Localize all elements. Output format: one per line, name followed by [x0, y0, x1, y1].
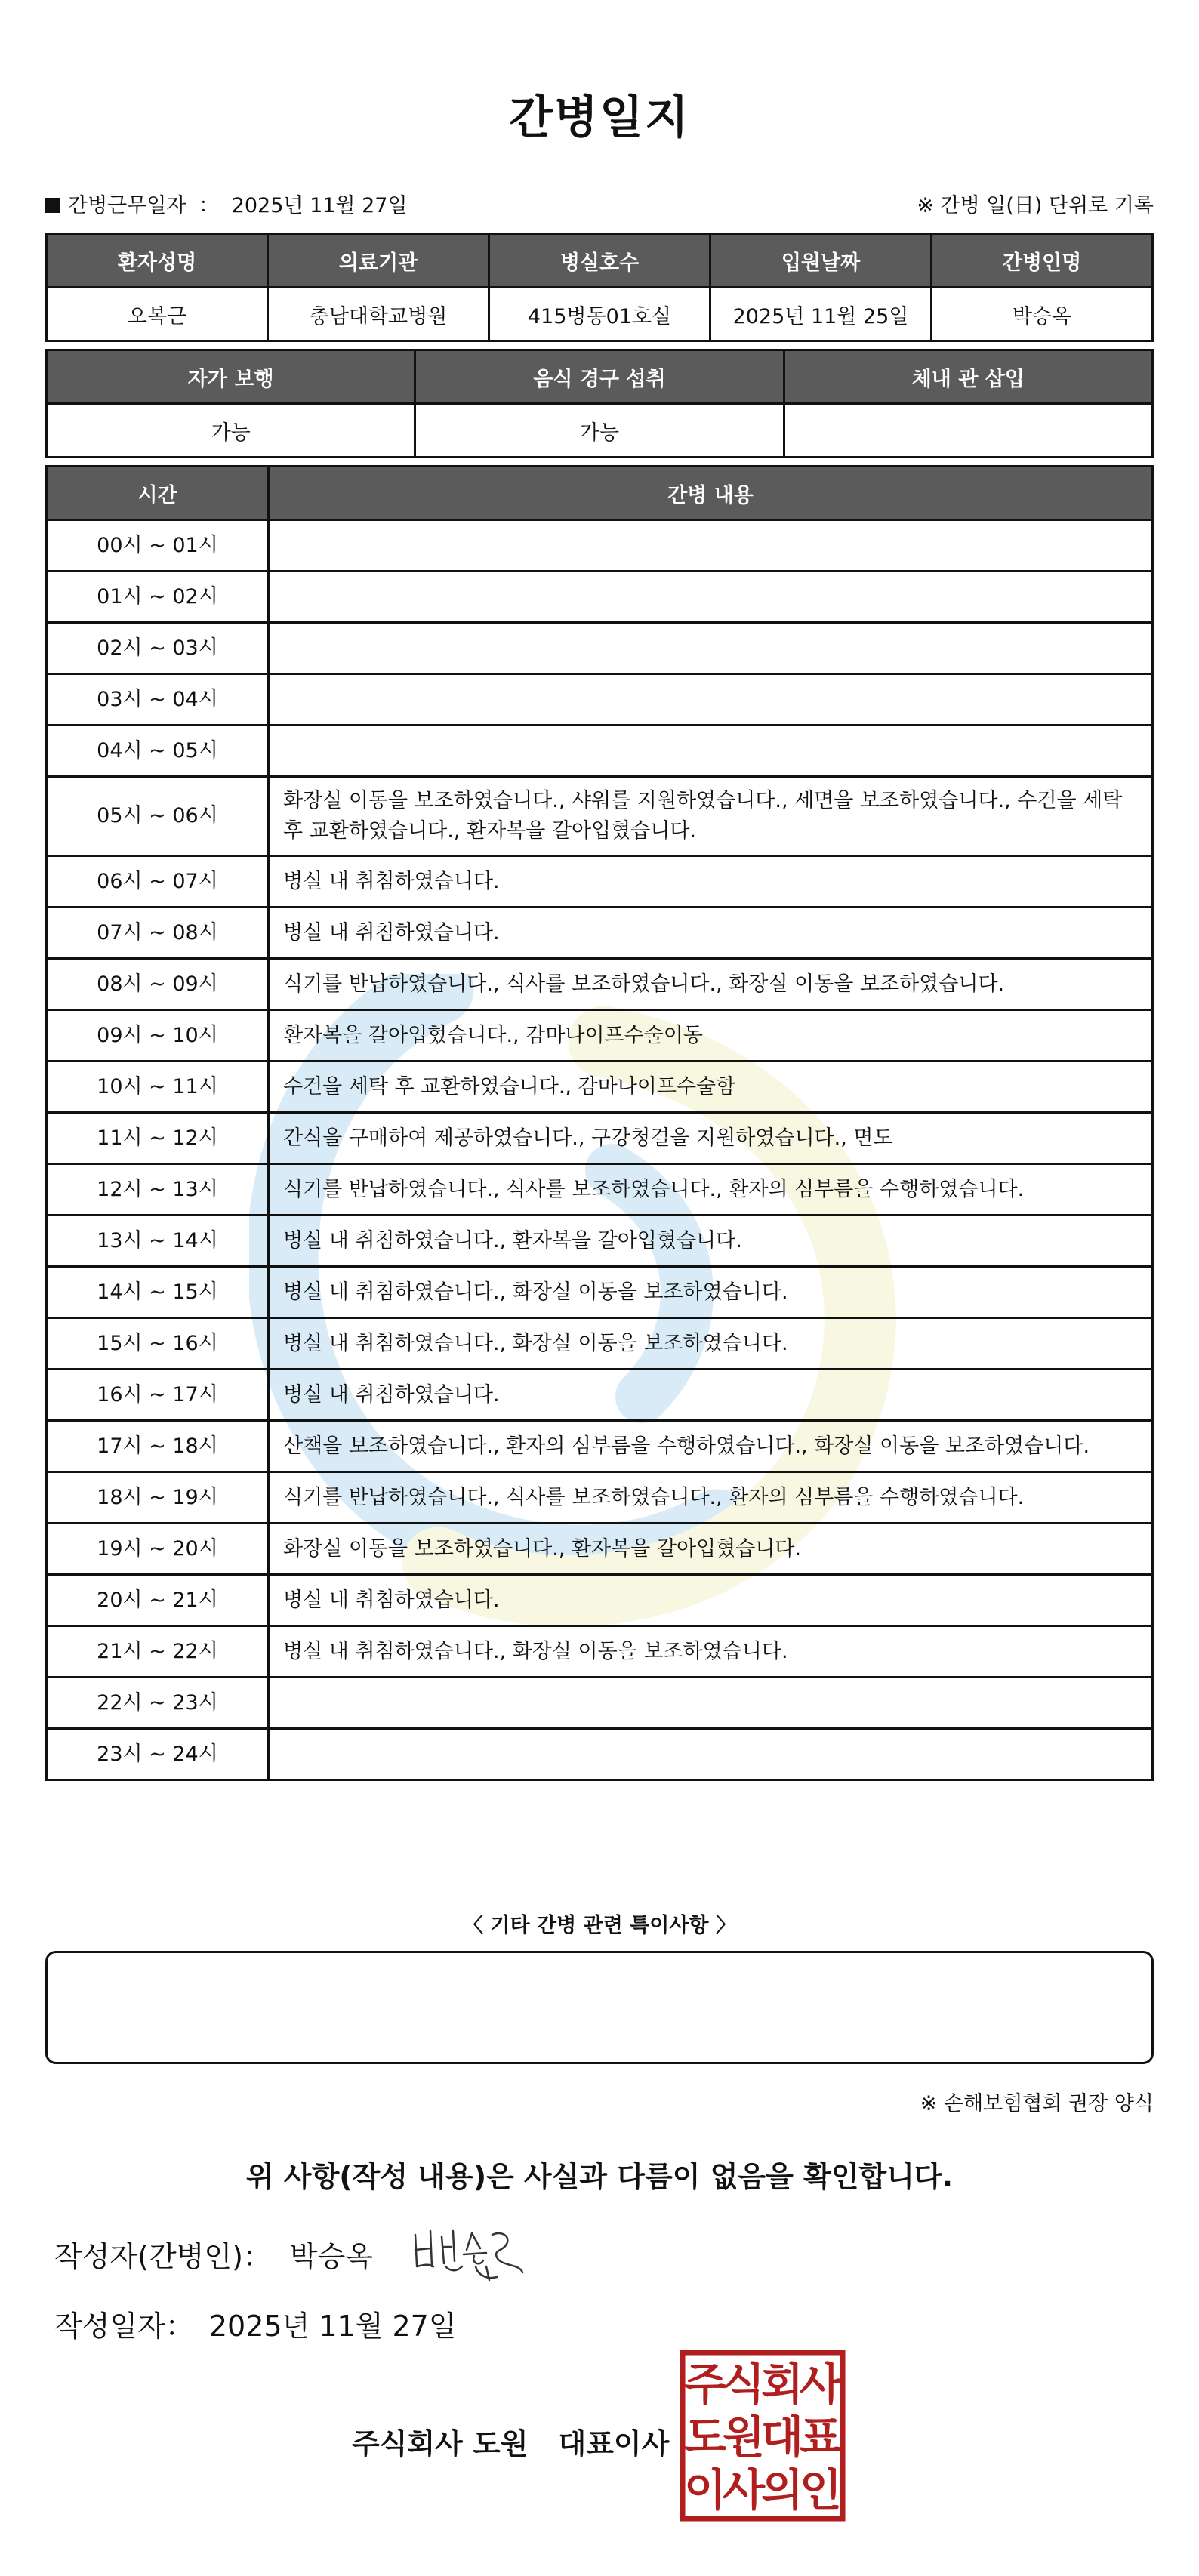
work-date-value: 2025년 11월 27일 [231, 194, 408, 217]
care-content: 식기를 반납하였습니다., 식사를 보조하였습니다., 화장실 이동을 보조하였습니다. [269, 959, 1153, 1010]
time-slot: 01시 ~ 02시 [47, 572, 269, 623]
svg-text:표: 표 [799, 2411, 843, 2463]
table-row [47, 1062, 1153, 1113]
header-caregiver-name: 간병인명 [932, 234, 1153, 288]
hospital-name: 충남대학교병원 [268, 288, 489, 341]
time-slot: 10시 ~ 11시 [47, 1062, 269, 1113]
care-content [269, 520, 1153, 572]
table-row [47, 674, 1153, 726]
company-seal [680, 2350, 846, 2522]
time-slot: 02시 ~ 03시 [47, 623, 269, 674]
svg-text:사: 사 [799, 2359, 843, 2410]
table-row [47, 856, 1153, 907]
table-row [47, 1267, 1153, 1318]
care-content [269, 674, 1153, 726]
care-content: 병실 내 취침하였습니다., 화장실 이동을 보조하였습니다. [269, 1318, 1153, 1370]
writer-label: 작성자(간병인)： [54, 2240, 272, 2273]
svg-text:인: 인 [799, 2464, 843, 2516]
svg-text:의: 의 [760, 2464, 804, 2516]
care-content: 화장실 이동을 보조하였습니다., 샤워를 지원하였습니다., 세면을 보조하였습니다., 수건을 세탁 후 교환하였습니다., 환자복을 갈아입혔습니다. [269, 777, 1153, 856]
header-oral-intake: 음식 경구 섭취 [415, 350, 784, 404]
patient-status-table [45, 349, 1154, 458]
care-content [269, 572, 1153, 623]
svg-text:원: 원 [722, 2411, 766, 2463]
care-content: 병실 내 취침하였습니다. [269, 1370, 1153, 1421]
table-row [47, 1524, 1153, 1575]
work-date-label: 간병근무일자 [68, 194, 186, 217]
table-row [47, 907, 1153, 959]
svg-text:사: 사 [722, 2464, 766, 2516]
care-log-body [47, 520, 1153, 1780]
table-row [47, 1575, 1153, 1626]
time-slot: 14시 ~ 15시 [47, 1267, 269, 1318]
svg-text:주: 주 [683, 2359, 727, 2410]
care-content: 환자복을 갈아입혔습니다., 감마나이프수술이동 [269, 1010, 1153, 1062]
caregiver-name: 박승옥 [932, 288, 1153, 341]
care-content [269, 726, 1153, 777]
care-content: 식기를 반납하였습니다., 식사를 보조하였습니다., 환자의 심부름을 수행하였습니다. [269, 1472, 1153, 1524]
care-content [269, 1729, 1153, 1780]
table-row [47, 1216, 1153, 1267]
svg-text:도: 도 [683, 2411, 727, 2463]
header-self-walking: 자가 보행 [47, 350, 415, 404]
table-row [47, 1729, 1153, 1780]
representative-title: 대표이사 [558, 2427, 670, 2460]
time-slot: 23시 ~ 24시 [47, 1729, 269, 1780]
table-row [47, 777, 1153, 856]
writer-line [54, 2233, 373, 2275]
svg-text:회: 회 [760, 2359, 804, 2410]
header-patient-name: 환자성명 [47, 234, 268, 288]
care-content: 화장실 이동을 보조하였습니다., 환자복을 갈아입혔습니다. [269, 1524, 1153, 1575]
care-content: 간식을 구매하여 제공하였습니다., 구강청결을 지원하였습니다., 면도 [269, 1113, 1153, 1164]
table-row [47, 572, 1153, 623]
table-row [47, 623, 1153, 674]
care-content: 병실 내 취침하였습니다., 화장실 이동을 보조하였습니다. [269, 1267, 1153, 1318]
recommend-note: ※ 손해보험협회 권장 양식 [920, 2092, 1154, 2115]
work-date-separator: ： [199, 194, 220, 217]
header-care-content: 간병 내용 [269, 467, 1153, 520]
time-slot: 21시 ~ 22시 [47, 1626, 269, 1678]
table-row [47, 1318, 1153, 1370]
table-row [47, 1370, 1153, 1421]
table-header-row [47, 350, 1153, 404]
time-slot: 09시 ~ 10시 [47, 1010, 269, 1062]
time-slot: 11시 ~ 12시 [47, 1113, 269, 1164]
table-row [47, 1678, 1153, 1729]
table-row [47, 1472, 1153, 1524]
company-name: 주식회사 도원 [352, 2427, 529, 2460]
svg-text:식: 식 [722, 2359, 766, 2410]
table-row [47, 1626, 1153, 1678]
table-row [47, 726, 1153, 777]
work-date-line [45, 189, 408, 218]
room-number: 415병동01호실 [489, 288, 710, 341]
time-slot: 07시 ~ 08시 [47, 907, 269, 959]
header-admission-date: 입원날짜 [710, 234, 932, 288]
patient-info-table [45, 233, 1154, 342]
header-room: 병실호수 [489, 234, 710, 288]
time-slot: 13시 ~ 14시 [47, 1216, 269, 1267]
care-content: 병실 내 취침하였습니다., 화장실 이동을 보조하였습니다. [269, 1626, 1153, 1678]
table-header-row [47, 234, 1153, 288]
table-row [47, 1421, 1153, 1472]
time-slot: 17시 ~ 18시 [47, 1421, 269, 1472]
self-walking-value: 가능 [47, 404, 415, 458]
notes-title: 〈 기타 간병 관련 특이사항 〉 [463, 1914, 736, 1937]
care-content [269, 1678, 1153, 1729]
header-tube-insertion: 체내 관 삽입 [784, 350, 1152, 404]
care-content: 병실 내 취침하였습니다. [269, 907, 1153, 959]
record-note: ※ 간병 일(日) 단위로 기록 [917, 194, 1154, 217]
care-log-table [45, 465, 1154, 1781]
care-content: 병실 내 취침하였습니다., 환자복을 갈아입혔습니다. [269, 1216, 1153, 1267]
svg-text:대: 대 [760, 2411, 804, 2463]
care-content: 병실 내 취침하였습니다. [269, 856, 1153, 907]
notes-box [45, 1951, 1154, 2064]
writer-name: 박승옥 [289, 2240, 374, 2273]
time-slot: 20시 ~ 21시 [47, 1575, 269, 1626]
time-slot: 06시 ~ 07시 [47, 856, 269, 907]
confirmation-statement: 위 사항(작성 내용)은 사실과 다름이 없음을 확인합니다. [245, 2160, 954, 2193]
time-slot: 18시 ~ 19시 [47, 1472, 269, 1524]
header-time: 시간 [47, 467, 269, 520]
written-date-label: 작성일자： [54, 2309, 194, 2343]
time-slot: 03시 ~ 04시 [47, 674, 269, 726]
table-row [47, 404, 1153, 458]
written-date-line [54, 2303, 457, 2344]
care-content [269, 623, 1153, 674]
time-slot: 15시 ~ 16시 [47, 1318, 269, 1370]
oral-intake-value: 가능 [415, 404, 784, 458]
patient-name: 오복근 [47, 288, 268, 341]
table-row [47, 520, 1153, 572]
handwritten-signature [408, 2220, 529, 2288]
time-slot: 04시 ~ 05시 [47, 726, 269, 777]
table-row [47, 1164, 1153, 1216]
company-line [352, 2420, 669, 2462]
time-slot: 22시 ~ 23시 [47, 1678, 269, 1729]
time-slot: 19시 ~ 20시 [47, 1524, 269, 1575]
tube-insertion-value [784, 404, 1152, 458]
care-content: 수건을 세탁 후 교환하였습니다., 감마나이프수술함 [269, 1062, 1153, 1113]
page-title: 간병일지 [509, 91, 690, 144]
time-slot: 00시 ~ 01시 [47, 520, 269, 572]
care-content: 병실 내 취침하였습니다. [269, 1575, 1153, 1626]
written-date-value: 2025년 11월 27일 [208, 2309, 457, 2343]
time-slot: 12시 ~ 13시 [47, 1164, 269, 1216]
time-slot: 05시 ~ 06시 [47, 777, 269, 856]
care-content: 식기를 반납하였습니다., 식사를 보조하였습니다., 환자의 심부름을 수행하였습니다. [269, 1164, 1153, 1216]
care-content: 산책을 보조하였습니다., 환자의 심부름을 수행하였습니다., 화장실 이동을 보조하였습니다. [269, 1421, 1153, 1472]
time-slot: 08시 ~ 09시 [47, 959, 269, 1010]
table-row [47, 1113, 1153, 1164]
table-row [47, 288, 1153, 341]
svg-text:이: 이 [683, 2464, 727, 2516]
table-row [47, 959, 1153, 1010]
admission-date: 2025년 11월 25일 [710, 288, 932, 341]
bullet-square-icon [45, 198, 60, 213]
header-hospital: 의료기관 [268, 234, 489, 288]
table-header-row [47, 467, 1153, 520]
time-slot: 16시 ~ 17시 [47, 1370, 269, 1421]
table-row [47, 1010, 1153, 1062]
